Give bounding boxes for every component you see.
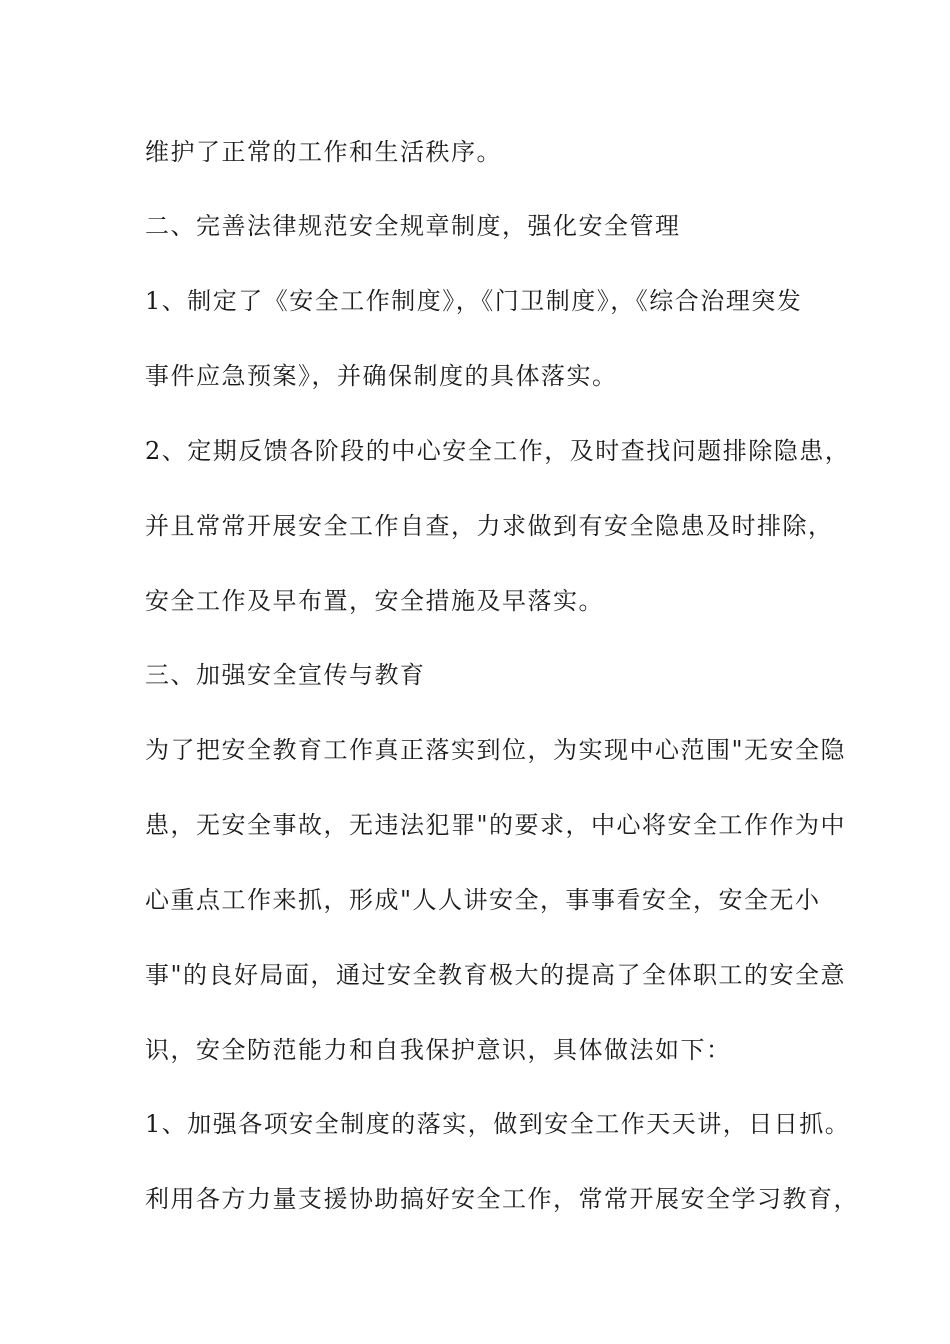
body-text-line: 1、制定了《安全工作制度》，《门卫制度》，《综合治理突发 xyxy=(145,287,803,315)
body-text-line: 维护了正常的工作和生活秩序。 xyxy=(145,138,502,166)
body-text-line: 患，无安全事故，无违法犯罪"的要求，中心将安全工作作为中 xyxy=(145,811,847,839)
body-text-line: 事件应急预案》，并确保制度的具体落实。 xyxy=(145,362,618,390)
body-text-line: 识，安全防范能力和自我保护意识，具体做法如下： xyxy=(145,1036,732,1064)
section-heading-3: 三、加强安全宣传与教育 xyxy=(145,661,426,689)
body-text-line: 为了把安全教育工作真正落实到位，为实现中心范围"无安全隐 xyxy=(145,736,847,764)
body-text-line: 事"的良好局面，通过安全教育极大的提高了全体职工的安全意 xyxy=(145,961,847,989)
body-text-line: 并且常常开展安全工作自查，力求做到有安全隐患及时排除， xyxy=(145,512,834,540)
body-text-line: 利用各方力量支援协助搞好安全工作，常常开展安全学习教育， xyxy=(145,1185,859,1213)
body-text-line: 1、加强各项安全制度的落实，做到安全工作天天讲，日日抓。 xyxy=(145,1110,851,1138)
section-heading-2: 二、完善法律规范安全规章制度，强化安全管理 xyxy=(145,212,681,240)
body-text-line: 2、定期反馈各阶段的中心安全工作，及时查找问题排除隐患， xyxy=(145,437,851,465)
body-text-line: 心重点工作来抓，形成"人人讲安全，事事看安全，安全无小 xyxy=(145,886,821,914)
body-text-line: 安全工作及早布置，安全措施及早落实。 xyxy=(145,587,604,615)
